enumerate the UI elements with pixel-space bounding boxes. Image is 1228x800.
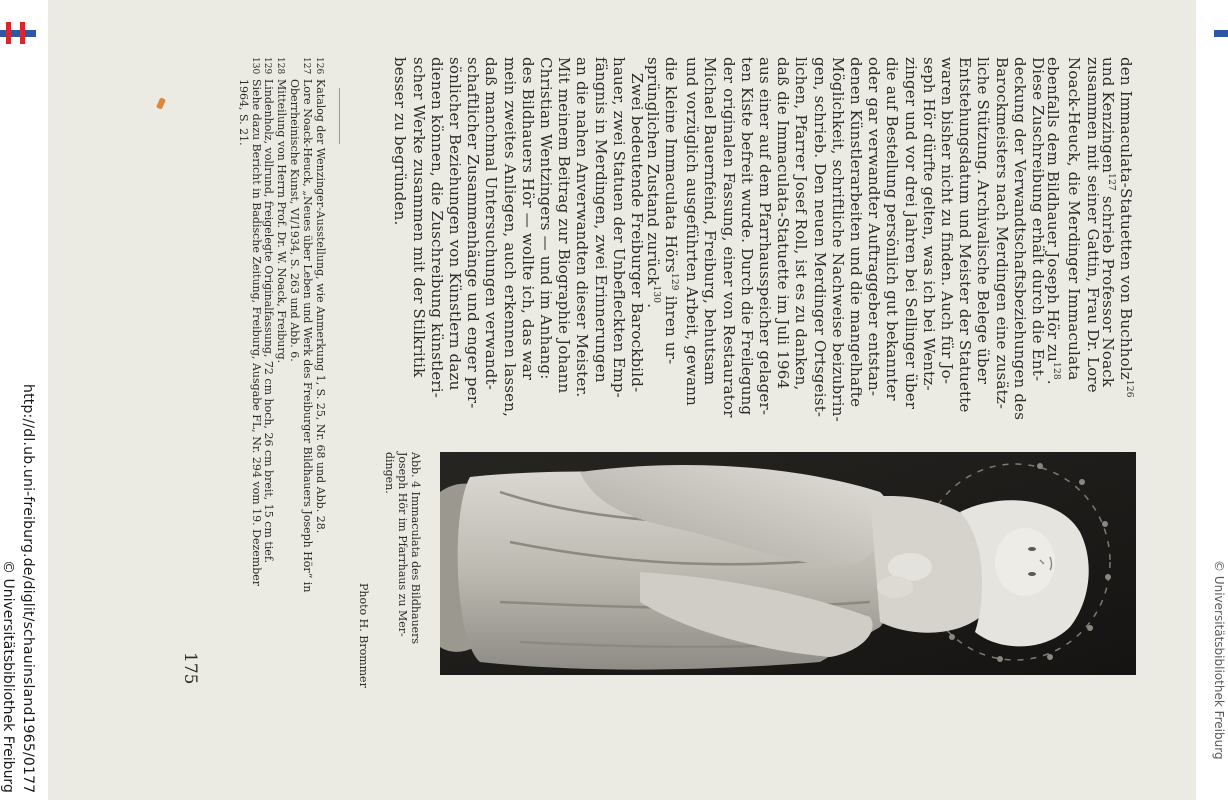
body-text-line: waren bisher nicht zu finden. Auch für Jo- [938,57,956,385]
body-text-line: Mit meinem Beitrag zur Biographie Johann [555,57,574,394]
caption-line: Joseph Hör im Pfarrhaus zu Mer- [396,452,409,637]
body-text-line: scher Werke zusammen mit der Stilkritik [409,57,428,378]
copyright-notice: © Universitätsbibliothek Freiburg [0,560,16,793]
body-text-line: aus einer auf dem Pfarrhausspeicher gelager- [756,57,774,416]
body-text-line: oder gar verwandter Auftraggeber entstan- [865,57,884,397]
body-text-line: liche Stützung. Archivalische Belege über [974,57,993,385]
body-text-line: seph Hör dürfte gelten, was ich bei Wentz- [919,57,938,391]
footnote-separator [339,88,340,144]
footnote-number: 126 [314,57,324,75]
body-text-line: die auf Bestellung persönlich gut bekannter [883,57,902,401]
footnote-line: 129Lindenholz, vollrund, freigelegte Originalfassung, 72 cm hoch, 26 cm breit, 15 cm tief. [260,57,275,563]
body-text-line: und vorzüglich ausgeführten Arbeit, gewann [683,57,702,406]
footnote-line: 130Siehe dazu Bericht in Badische Zeitung, Freiburg, Ausgabe FL, Nr. 294 vom 19. Dezember [247,57,262,586]
body-text-line: fängnis in Merdingen, zwei Erinnerungen [591,57,610,383]
footnote-line: 126Katalog der Wenzinger-Ausstellung, wie Anmerkung 1, S. 25, Nr. 68 und Abb. 28. [312,57,327,533]
body-text-line: besser zu begründen. [391,57,410,226]
body-text-line: deckung der Verwandtschaftsbeziehungen des [1010,57,1029,421]
copyright-notice-right: © Universitätsbibliothek Freiburg [1212,560,1226,760]
footnote-line: 128Mitteilung von Herrn Prof. Dr. W. Noack, Freiburg. [273,57,288,363]
page-number: 175 [180,652,200,685]
body-text-line: Barockmeisters nach Merdingen eine zusätz- [992,57,1011,410]
body-text-line: daß manchmal Untersuchungen verwandt- [482,57,501,391]
body-text-line: Diese Zuschreibung erhält durch die Ent- [1029,57,1047,382]
caption-line: dingen. [383,452,396,494]
caption-line: Abb. 4 Immaculata des Bildhauers [409,452,422,645]
body-text-line: dienen können, die Zuschreibung künstleri- [427,57,446,399]
footnote-line: 1964, S. 21. [236,79,250,146]
body-text-line: an die nahen Anverwandten dieser Meister. [573,57,592,398]
body-text-line: ten Kiste befreit wurde. Durch die Freilegung [737,57,756,416]
footnote-number: 130 [249,57,260,75]
body-text-line: Entstehungsdatum und Meister der Statuette [956,57,975,413]
body-text-line: Christian Wentzingers — und im Anhang: [537,57,555,380]
source-url[interactable]: http://dl.ub.uni-freiburg.de/diglit/schauinsland1965/0177 [20,384,36,794]
photo-credit: Photo H. Brommer [357,583,370,688]
body-text-line: den Immaculata-Statuetten von Buchholz$^{126}$ [1117,57,1135,398]
body-text-line: daß die Immaculata-Statuette im Juli 1964 [774,57,793,390]
body-text-line: mein zweites Anliegen, auch erkennen lassen, [500,57,519,418]
scan-color-marker-icon [0,18,40,48]
body-text-line: gen, schrieb. Den neuen Merdinger Ortsgeist- [810,57,829,418]
body-text-line: des Bildhauers Hör — wollte ich, das war [518,57,537,381]
body-text-line: hauer, zwei Statuen der Unbefleckten Emp- [609,57,628,398]
body-text-line: und Kenzingen$^{127}$ schrieb Professor Noack [1098,57,1117,388]
footnote-number: 127 [301,57,312,75]
body-text-line: schaftlicher Zusammenhänge und enger per- [464,57,483,409]
body-text-line: denen Künstlerarbeiten und die mangelhafte [847,57,865,408]
immaculata-photo [440,452,1136,675]
body-text-line: der originalen Fassung, einer von Restaurator [719,57,738,418]
footnote-number: 129 [262,57,273,75]
body-text-line: lichen, Pfarrer Josef Roll, ist es zu danken, [792,57,811,391]
body-text-line: zusammen mit seiner Gattin, Frau Dr. Lore [1083,57,1102,393]
body-text-line: Michael Bauernfeind, Freiburg, behutsam [701,57,720,386]
body-text-line: Zwei bedeutende Freiburger Barockbild- [628,73,646,393]
body-text-line: sönlicher Beziehungen von Künstlern dazu [446,57,464,391]
body-text-line: die kleine Immaculata Hörs$^{129}$ ihren ur- [662,57,680,365]
body-text-line: sprünglichen Zustand zurück$^{130}$. [643,57,662,309]
footnote-line: 127Lore Noack-Heuck, „Neues über Leben und Werk des Freiburger Bildhauers Joseph Hör“ in [299,57,314,592]
scan-color-marker-right-icon [1210,18,1228,48]
body-text-line: zinger und vor drei Jahren bei Sellinger über [901,57,920,410]
footnote-number: 128 [275,57,286,75]
body-text-line: Möglichkeit, schriftliche Nachweise beizubrin- [828,57,847,422]
body-text-line: Noack-Heuck, die Merdinger Immaculata [1065,57,1084,381]
footnote-line: Oberrheinische Kunst, VI/1934, S. 263 und Abb. 6. [288,79,302,362]
body-text-line: ebenfalls dem Bildhauer Joseph Hör $zu^{128}$. [1044,57,1063,385]
